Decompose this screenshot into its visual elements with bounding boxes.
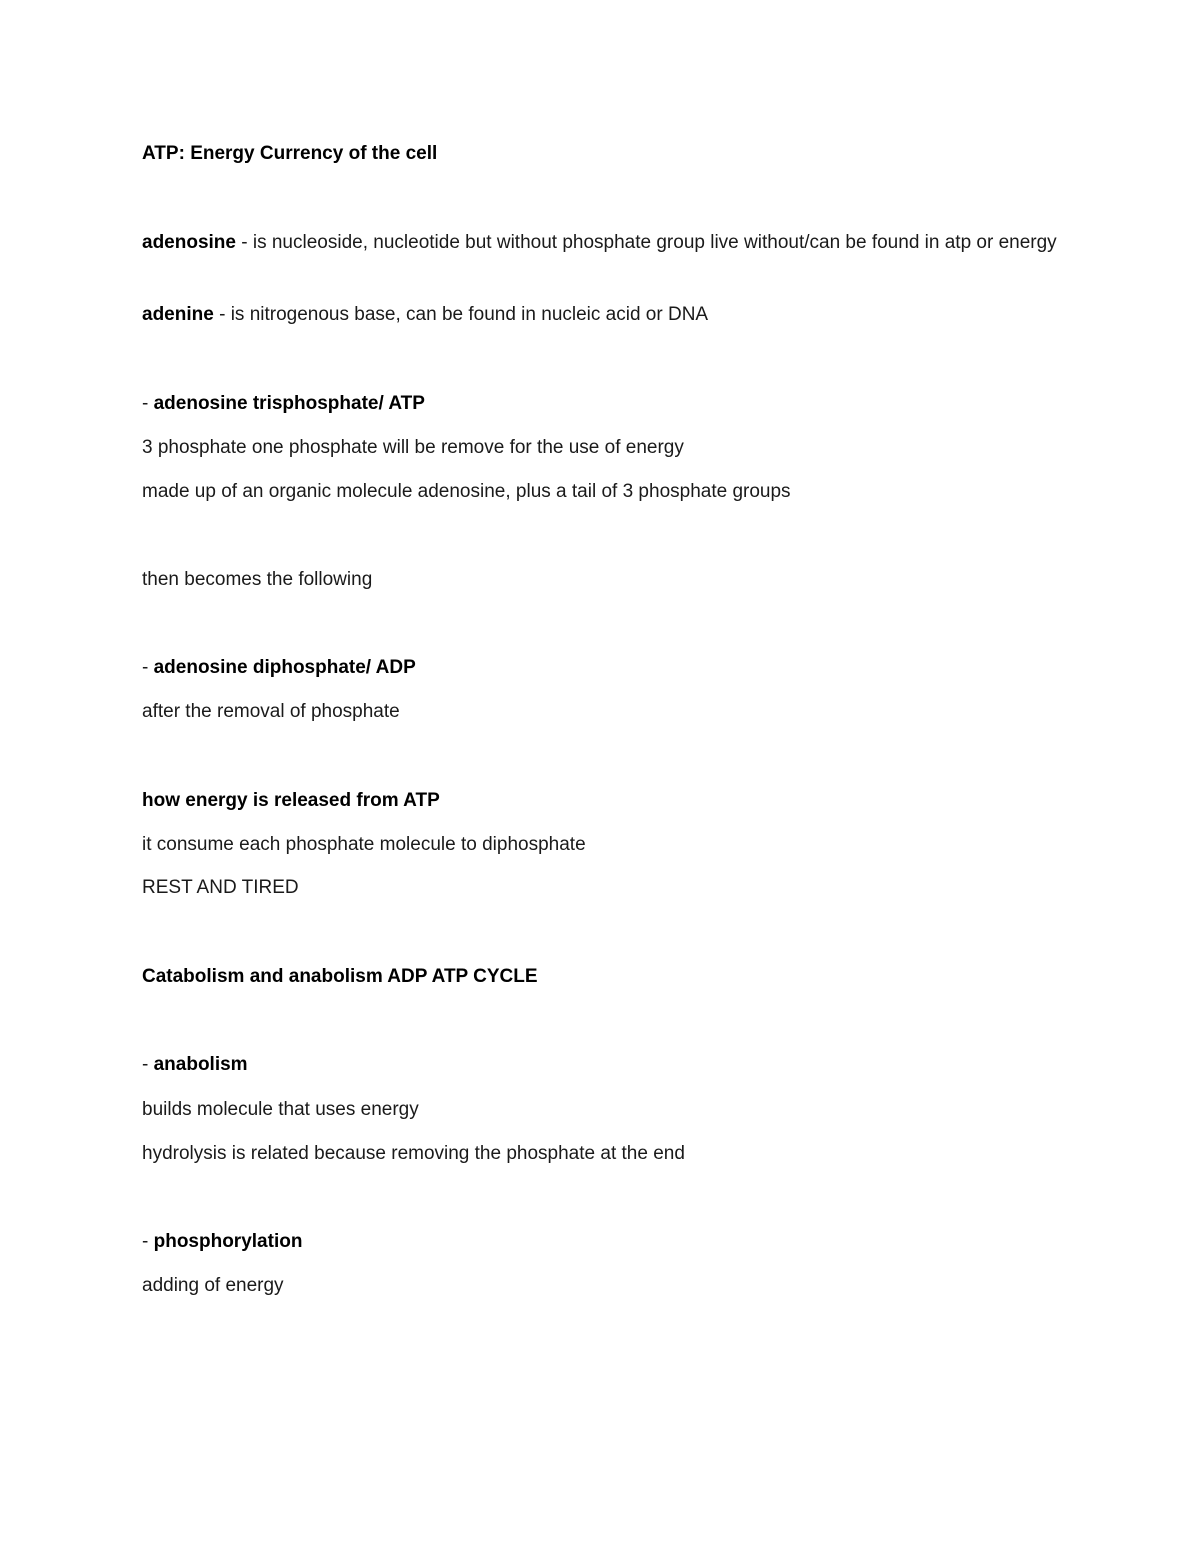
atp-heading — [142, 389, 425, 418]
phosphorylation-dash: - — [142, 1231, 154, 1252]
atp-dash: - — [142, 393, 154, 414]
adenine-term: adenine — [142, 304, 214, 325]
phosphorylation-heading-text: phosphorylation — [153, 1231, 303, 1252]
anabolism-heading-text: anabolism — [153, 1054, 248, 1075]
adenine-definition — [142, 300, 708, 329]
phosphorylation-heading — [142, 1227, 302, 1256]
adenosine-definition — [142, 228, 1062, 257]
adp-heading — [142, 653, 416, 682]
adenine-text: - is nitrogenous base, can be found in nucleic acid or DNA — [213, 304, 709, 325]
release-line-1: it consume each phosphate molecule to diphosphate — [142, 834, 586, 855]
adenosine-term: adenosine — [142, 232, 236, 253]
atp-line-1: 3 phosphate one phosphate will be remove for the use of energy — [142, 437, 684, 458]
document-title: ATP: Energy Currency of the cell — [142, 143, 438, 164]
release-line-2: REST AND TIRED — [142, 877, 299, 898]
transition-text: then becomes the following — [142, 569, 373, 590]
anabolism-line-2: hydrolysis is related because removing the phosphate at the end — [142, 1143, 685, 1164]
phosphorylation-line-1: adding of energy — [142, 1275, 284, 1296]
adp-dash: - — [142, 657, 154, 678]
atp-heading-text: adenosine trisphosphate/ ATP — [153, 393, 425, 414]
release-heading: how energy is released from ATP — [142, 790, 440, 811]
adp-heading-text: adenosine diphosphate/ ADP — [153, 657, 416, 678]
anabolism-line-1: builds molecule that uses energy — [142, 1099, 419, 1120]
anabolism-dash: - — [142, 1054, 154, 1075]
atp-line-2: made up of an organic molecule adenosine, plus a tail of 3 phosphate groups — [142, 481, 791, 502]
adenosine-text: - is nucleoside, nucleotide but without phosphate group live without/can be found in atp or energy — [235, 232, 1057, 253]
adp-line-1: after the removal of phosphate — [142, 701, 400, 722]
cycle-heading: Catabolism and anabolism ADP ATP CYCLE — [142, 966, 538, 987]
anabolism-heading — [142, 1050, 248, 1079]
